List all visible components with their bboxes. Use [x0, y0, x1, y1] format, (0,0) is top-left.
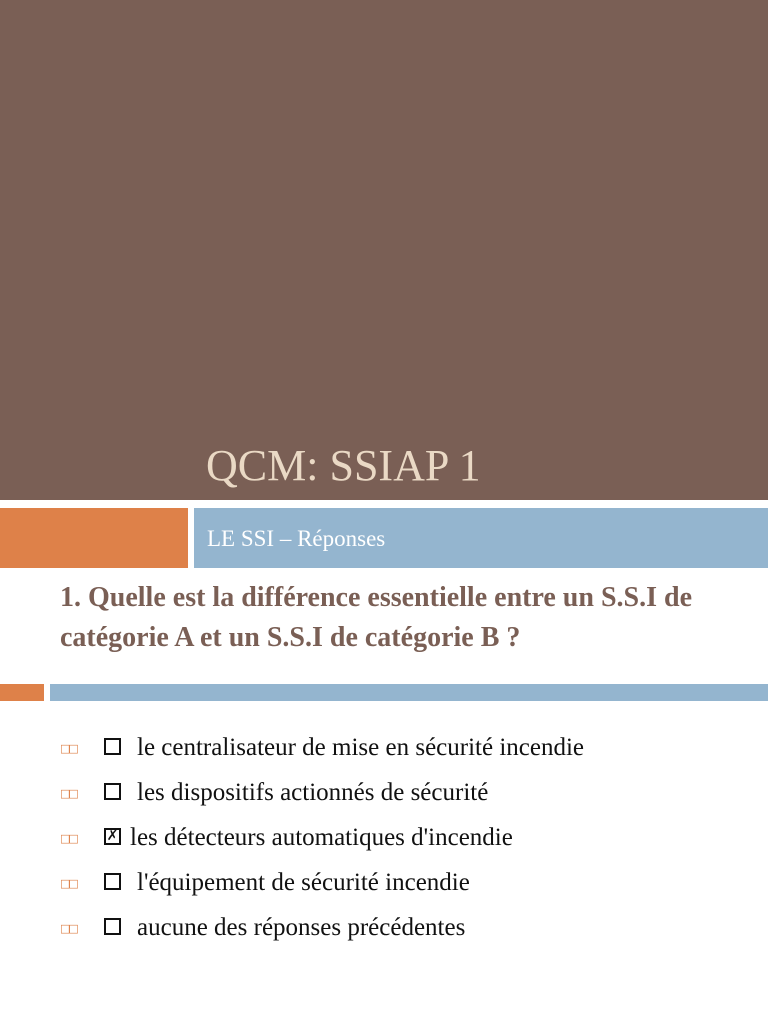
title-panel: [0, 0, 768, 500]
answer-option-4: [0, 863, 768, 908]
bullet-icon: □□: [60, 742, 77, 755]
checkbox-empty-icon: [104, 918, 121, 935]
answer-list: [0, 728, 768, 953]
answer-label: les dispositifs actionnés de sécurité: [137, 779, 489, 806]
question-text: 1. Quelle est la différence essentielle entre un S.S.I de catégorie A et un S.S.I de catégorie B ?: [60, 582, 692, 653]
answer-option-2: [0, 773, 768, 818]
checkbox-empty-icon: [104, 873, 121, 890]
answer-label: les détecteurs automatiques d'incendie: [130, 824, 513, 851]
divider-blue: [50, 684, 768, 701]
checkbox-checked-icon: ✗: [104, 828, 121, 845]
bullet-icon: □□: [60, 922, 77, 935]
checkbox-empty-icon: [104, 783, 121, 800]
answer-label: aucune des réponses précédentes: [137, 914, 466, 941]
answer-option-1: [0, 728, 768, 773]
answer-label: le centralisateur de mise en sécurité incendie: [137, 734, 585, 761]
slide-title: QCM: SSIAP 1: [206, 441, 481, 490]
answer-option-5: [0, 908, 768, 953]
slide-subtitle: LE SSI – Réponses: [207, 526, 386, 551]
answer-label: l'équipement de sécurité incendie: [137, 869, 470, 896]
checkbox-empty-icon: [104, 738, 121, 755]
bullet-icon: □□: [60, 877, 77, 890]
bullet-icon: □□: [60, 787, 77, 800]
answer-option-3: [0, 818, 768, 863]
bullet-icon: □□: [60, 832, 77, 845]
divider-orange: [0, 684, 44, 701]
accent-band-orange: [0, 508, 188, 568]
